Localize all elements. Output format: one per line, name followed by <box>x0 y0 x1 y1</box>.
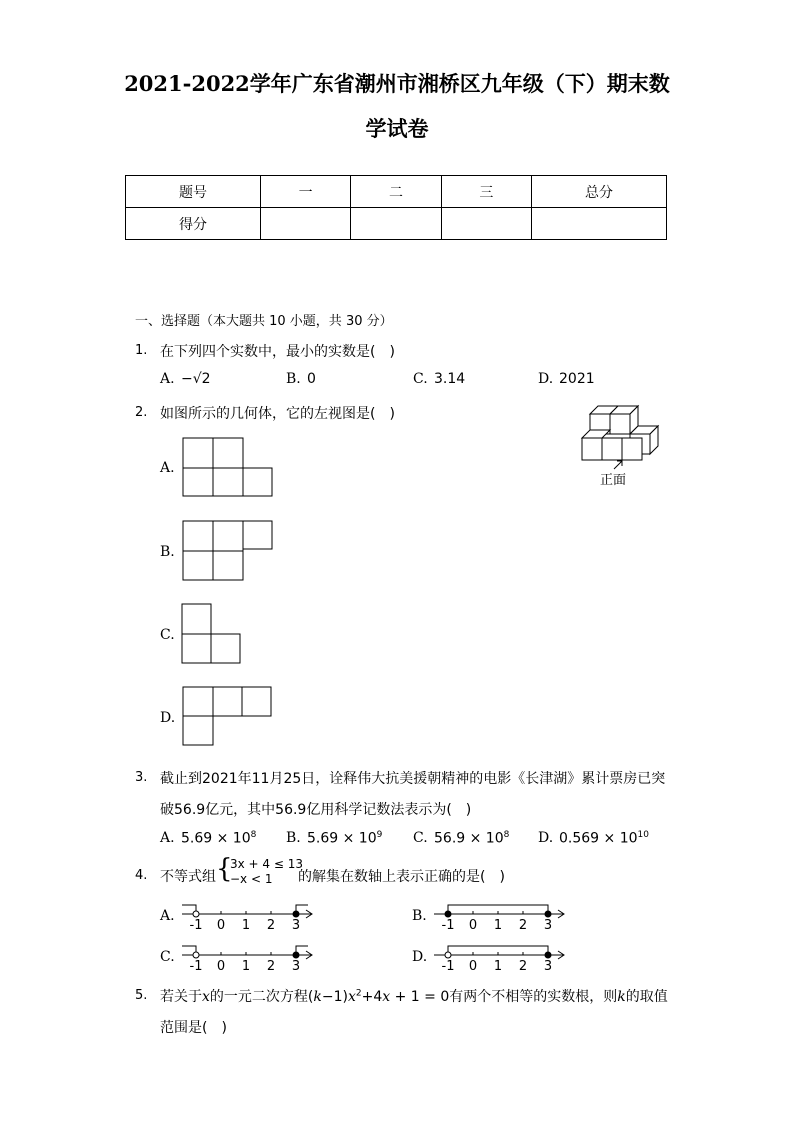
tick-label: 3 <box>291 959 301 974</box>
tick-label: 0 <box>216 959 226 974</box>
number-line-a <box>180 898 320 932</box>
option-text: 2021 <box>559 371 595 387</box>
option-label: C. <box>160 949 175 965</box>
view-option-d <box>182 686 274 748</box>
option-text: −√2 <box>181 371 211 387</box>
question-text: 范围是( ) <box>160 1020 227 1036</box>
option-label: C. <box>413 371 428 387</box>
view-option-a <box>182 437 274 499</box>
question-text: 截止到2021年11月25日，诠释伟大抗美援朝精神的电影《长津湖》累计票房已突 <box>160 771 666 787</box>
tick-label: 0 <box>468 959 478 974</box>
option-label: B. <box>286 371 301 387</box>
tick-label: -1 <box>189 959 203 974</box>
tick-label: 0 <box>216 918 226 933</box>
question-text-pre: 不等式组 <box>160 869 216 885</box>
question-number: 1. <box>135 343 148 358</box>
tick-label: 3 <box>291 918 301 933</box>
inequality-1: 3x + 4 ≤ 13 <box>230 857 304 871</box>
view-option-b <box>182 520 274 582</box>
option-label: C. <box>413 830 428 846</box>
option-label: D. <box>538 371 554 387</box>
option-label: A. <box>160 830 175 846</box>
view-option-c <box>181 603 243 665</box>
brace: { <box>216 854 233 884</box>
question-number: 5. <box>135 988 148 1003</box>
section-heading: 一、选择题（本大题共 10 小题，共 30 分） <box>135 314 393 329</box>
endpoint-left <box>193 952 199 958</box>
tick-label: -1 <box>441 918 455 933</box>
question-number: 2. <box>135 405 148 420</box>
option-label: C. <box>160 627 175 643</box>
option-text: $56.9 \times 10^8$ <box>434 830 510 847</box>
table-row <box>126 208 667 240</box>
question-text-post: 的解集在数轴上表示正确的是( ) <box>298 869 505 885</box>
option-label: D. <box>538 830 554 846</box>
table-cell <box>441 208 531 240</box>
tick-label: 1 <box>241 959 251 974</box>
score-table <box>125 175 667 240</box>
table-cell: 三 <box>441 176 531 208</box>
question-text: 在下列四个实数中，最小的实数是( ) <box>160 344 395 360</box>
tick-label: 1 <box>493 918 503 933</box>
option-label: B. <box>286 830 301 846</box>
option-label: A. <box>160 908 175 924</box>
solid-figure <box>580 402 660 492</box>
tick-label: 3 <box>543 918 553 933</box>
number-line-c <box>180 939 320 973</box>
table-cell <box>260 208 350 240</box>
tick-label: 0 <box>468 918 478 933</box>
option-label: D. <box>160 710 176 726</box>
question-number: 4. <box>135 868 148 883</box>
endpoint-left <box>445 952 451 958</box>
endpoint-right <box>545 952 551 958</box>
endpoint-left <box>193 911 199 917</box>
tick-label: 3 <box>543 959 553 974</box>
tick-label: 2 <box>266 918 276 933</box>
table-row <box>126 176 667 208</box>
number-line-b <box>432 898 572 932</box>
option-text: 0 <box>307 371 316 387</box>
tick-label: 1 <box>493 959 503 974</box>
option-label: A. <box>160 460 175 476</box>
tick-label: -1 <box>441 959 455 974</box>
question-number: 3. <box>135 770 148 785</box>
table-cell: 二 <box>351 176 441 208</box>
question-text: 破56.9亿元，其中56.9亿用科学记数法表示为( ) <box>160 802 472 818</box>
page-title-line2: 学试卷 <box>365 116 429 141</box>
endpoint-right <box>293 911 299 917</box>
table-cell: 总分 <box>532 176 667 208</box>
table-cell <box>532 208 667 240</box>
question-text: 如图所示的几何体，它的左视图是( ) <box>160 406 395 422</box>
endpoint-right <box>545 911 551 917</box>
front-label: 正面 <box>600 473 627 488</box>
option-text: $5.69 \times 10^8$ <box>181 830 257 847</box>
option-label: D. <box>412 949 428 965</box>
endpoint-right <box>293 952 299 958</box>
table-cell: 一 <box>260 176 350 208</box>
option-label: B. <box>412 908 427 924</box>
table-cell: 题号 <box>126 176 261 208</box>
option-text: $5.69 \times 10^9$ <box>307 830 383 847</box>
option-label: A. <box>160 371 175 387</box>
option-text: $0.569 \times 10^{10}$ <box>559 830 649 847</box>
question-text: 若关于x的一元二次方程$(k-1)x^2+4x + 1 = 0$有两个不相等的实数根，则k的取值 <box>160 988 668 1005</box>
tick-label: 2 <box>518 959 528 974</box>
table-cell <box>351 208 441 240</box>
table-cell: 得分 <box>126 208 261 240</box>
inequality-2: −x < 1 <box>230 872 273 886</box>
number-line-d <box>432 939 572 973</box>
endpoint-left <box>445 911 451 917</box>
tick-label: 2 <box>266 959 276 974</box>
tick-label: -1 <box>189 918 203 933</box>
tick-label: 2 <box>518 918 528 933</box>
page-title-line1: 2021-2022学年广东省潮州市湘桥区九年级（下）期末数 <box>124 71 670 96</box>
option-text: 3.14 <box>434 371 466 387</box>
tick-label: 1 <box>241 918 251 933</box>
option-label: B. <box>160 544 175 560</box>
